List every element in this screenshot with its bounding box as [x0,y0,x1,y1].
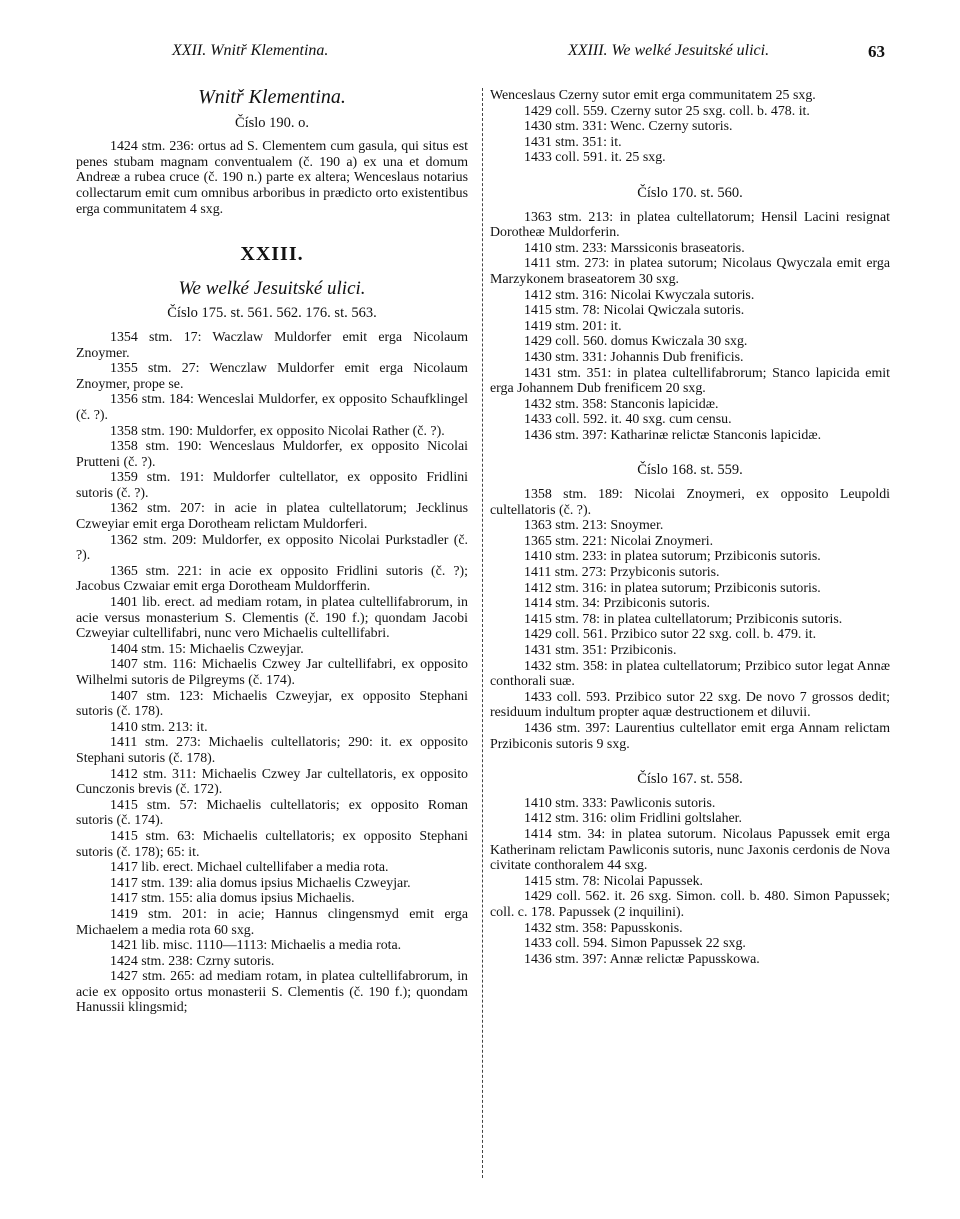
entry: 1412 stm. 316: in platea sutorum; Przibiconis sutoris. [524,580,821,596]
entry: 1415 stm. 78: Nicolai Qwiczala sutoris. [524,303,745,319]
entry: 1432 stm. 358: in platea cultellatorum; Przibico sutor legat Annæ conthorali suæ. [490,658,890,690]
entry: 1414 stm. 34: in platea sutorum. Nicolaus Papussek emit erga Katherinam relictam Pawliconis sutoris, nunc Jaxonis cerdonis de Nova civitate conthoralem 44 sxg. [490,826,890,874]
left-column [76,88,468,1016]
cislo-190: Číslo 190. o. [234,114,310,131]
entry: 1412 stm. 316: olim Fridlini goltslaher. [524,811,743,827]
left-entries [76,330,468,1016]
entry: 1421 lib. misc. 1110—1113: Michaelis a media rota. [110,938,402,954]
entry-paragraph: 1424 stm. 236: ortus ad S. Clementem cum gasula, qui situs est penes stubam magnam conventualem (č. 190 a) ex una et domum Andreæ a rubea cruce (č. 190 n.) parte ex altera; Wenceslaus notarius collectarum emit cum omnibus arboribus in prædicto orto existentibus erga communitatem 4 sxg. [76,139,468,217]
cislo-167: Číslo 167. st. 558. [637,771,743,788]
entry: 1411 stm. 273: in platea sutorum; Nicolaus Qwyczala emit erga Marzykonem braseatorem 30 sxg. [490,256,890,287]
cislo-170: Číslo 170. st. 560. [637,184,743,201]
cislo-175: Číslo 175. st. 561. 562. 176. st. 563. [167,305,377,322]
entry: Wenceslaus Czerny sutor emit erga communitatem 25 sxg. [490,88,816,103]
entry: 1424 stm. 238: Czrny sutoris. [110,953,275,969]
entry: 1431 stm. 351: Przibiconis. [524,643,677,658]
entry: 1433 coll. 592. it. 40 sxg. cum censu. [524,412,732,428]
entry: 1358 stm. 190: Muldorfer, ex opposito Nicolai Rather (č. ?). [110,423,445,439]
entry: 1430 stm. 331: Johannis Dub frenificis. [524,349,744,365]
entry: 1417 lib. erect. Michael cultellifaber a media rota. [110,860,389,876]
entry: 1433 coll. 593. Przibico sutor 22 sxg. De novo 7 grossos dedit; residuum indultum propter aquæ destructionem et diluvii. [490,689,890,721]
entry: 1415 stm. 78: Nicolai Papussek. [524,873,704,889]
entry: 1410 stm. 213: it. [110,719,208,735]
section-title-jesuitske: We welké Jesuitské ulici. [178,277,366,299]
entries-168 [490,487,890,752]
entry: 1436 stm. 397: Laurentius cultellator emit erga Annam relictam Przibiconis sutoris 9 sxg. [490,720,890,752]
entry: 1354 stm. 17: Waczlaw Muldorfer emit erga Nicolaum Znoymer. [76,329,468,361]
column-divider [482,88,483,1178]
entry: 1407 stm. 123: Michaelis Czweyjar, ex opposito Stephani sutoris (č. 178). [76,688,468,720]
entry: 1363 stm. 213: in platea cultellatorum; Hensil Lacini resignat Dorotheæ Muldorferin. [490,209,890,241]
entry: 1365 stm. 221: in acie ex opposito Fridlini sutoris (č. ?); Jacobus Czwaiar emit erga Dorotheam Muldorfferin. [76,563,468,595]
entry: 1417 stm. 139: alia domus ipsius Michaelis Czweyjar. [110,875,411,891]
entry: 1355 stm. 27: Wenczlaw Muldorfer emit erga Nicolaum Znoymer, prope se. [76,361,468,392]
entry: 1356 stm. 184: Wenceslai Muldorfer, ex opposito Schaufklingel (č. ?). [76,392,468,423]
entry: 1365 stm. 221: Nicolai Znoymeri. [524,533,714,549]
entry: 1431 stm. 351: in platea cultellifabrorum; Stanco lapicida emit erga Johannem Dub frenificem 20 sxg. [490,365,890,397]
entry: 1404 stm. 15: Michaelis Czweyjar. [110,641,304,657]
entry: 1410 stm. 233: Marssiconis braseatoris. [524,240,745,256]
entry: 1436 stm. 397: Annæ relictæ Papusskowa. [524,951,760,967]
entry: 1415 stm. 63: Michaelis cultellatoris; ex opposito Stephani sutoris (č. 178); 65: it. [76,828,468,860]
entry: 1429 coll. 560. domus Kwiczala 30 sxg. [524,334,748,350]
entry: 1433 coll. 594. Simon Papussek 22 sxg. [524,936,746,952]
entry: 1362 stm. 209: Muldorfer, ex opposito Nicolai Purkstadler (č. ?). [76,532,468,564]
entry: 1363 stm. 213: Snoymer. [524,518,664,534]
entry: 1431 stm. 351: it. [524,134,622,150]
right-column [490,88,890,967]
entry: 1410 stm. 233: in platea sutorum; Przibiconis sutoris. [524,549,821,565]
section-title-klementina: Wnitř Klementina. [198,86,346,108]
entry: 1415 stm. 78: in platea cultellatorum; Przibiconis sutoris. [524,611,843,627]
entry: 1407 stm. 116: Michaelis Czwey Jar cultellifabri, ex opposito Wilhelmi sutoris de Pilgreyms (č. 174). [76,657,468,688]
continued-entries [490,88,890,166]
entry: 1412 stm. 311: Michaelis Czwey Jar cultellatoris, ex opposito Cunczonis brevis (č. 172). [76,766,468,798]
entry: 1359 stm. 191: Muldorfer cultellator, ex opposito Fridlini sutoris (č. ?). [76,470,468,501]
entry: 1432 stm. 358: Stanconis lapicidæ. [524,396,719,412]
entry: 1432 stm. 358: Papusskonis. [524,920,683,936]
entry: 1427 stm. 265: ad mediam rotam, in platea cultellifabrorum, in acie ex opposito ortus monasterii S. Clementis (č. 190 f.); quondam Hanussii klingsmid; [76,969,468,1016]
entry: 1419 stm. 201: it. [524,318,622,334]
entry: 1358 stm. 190: Wenceslaus Muldorfer, ex opposito Nicolai Prutteni (č. ?). [76,439,468,470]
entry: 1410 stm. 333: Pawliconis sutoris. [524,795,716,811]
entry: 1415 stm. 57: Michaelis cultellatoris; ex opposito Roman sutoris (č. 174). [76,797,468,829]
cislo-168: Číslo 168. st. 559. [637,462,743,479]
entry: 1358 stm. 189: Nicolai Znoymeri, ex opposito Leupoldi cultellatoris (č. ?). [490,487,890,518]
entry: 1411 stm. 273: Przybiconis sutoris. [524,565,720,581]
entry: 1412 stm. 316: Nicolai Kwyczala sutoris. [524,287,755,303]
entry: 1433 coll. 591. it. 25 sxg. [524,150,666,166]
entry: 1436 stm. 397: Katharinæ relictæ Stanconis lapicidæ. [524,427,822,443]
entry: 1401 lib. erect. ad mediam rotam, in platea cultellifabrorum, in acie versus monasterium S. Clementis (č. 190 f.); quondam Jacobi Czweyiar cultellifabri, nunc vero Michaelis cultellifabri. [76,595,468,642]
entries-167 [490,796,890,968]
entry: 1429 coll. 561. Przibico sutor 22 sxg. coll. b. 479. it. [524,627,817,643]
entry: 1414 stm. 34: Przibiconis sutoris. [524,596,710,612]
running-head-left: XXII. Wnitř Klementina. [172,42,329,59]
entry: 1419 stm. 201: in acie; Hannus clingensmyd emit erga Michaelem a media rota 60 sxg. [76,906,468,938]
running-head-right: XXIII. We welké Jesuitské ulici. [568,42,770,59]
entry: 1429 coll. 559. Czerny sutor 25 sxg. coll. b. 478. it. [524,103,810,119]
entry: 1362 stm. 207: in acie in platea cultellatorum; Jecklinus Czweyiar emit erga Dorotheam relictam Muldorferi. [76,501,468,533]
entry: 1417 stm. 155: alia domus ipsius Michaelis. [110,891,355,907]
entry: 1430 stm. 331: Wenc. Czerny sutoris. [524,119,733,135]
entry: 1429 coll. 562. it. 26 sxg. Simon. coll. b. 480. Simon Papussek; coll. c. 178. Papussek (2 inquilini). [490,889,890,920]
entries-170 [490,210,890,444]
entry: 1411 stm. 273: Michaelis cultellatoris; 290: it. ex opposito Stephani sutoris (č. 178). [76,735,468,766]
chapter-number: XXIII. [240,243,304,266]
page-number: 63 [868,42,885,61]
